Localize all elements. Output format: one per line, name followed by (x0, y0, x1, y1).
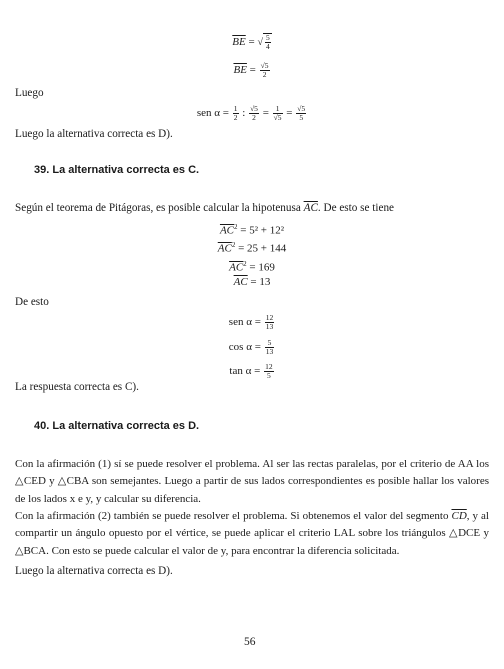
pythag-eq-3 (0, 257, 504, 275)
root-symbol: √ (257, 37, 263, 49)
segment-ac: $\overline{AC}$ (219, 224, 235, 237)
equals: = (246, 64, 259, 77)
fraction-num: √5 (297, 104, 306, 113)
fraction-den: 5 (266, 371, 271, 380)
intro-text-end: . De esto se tiene (317, 202, 395, 214)
fraction-den: 5 (299, 113, 304, 122)
fraction-num: 1 (273, 105, 283, 114)
trig-lhs: tan α = (229, 365, 264, 378)
fraction-den: √5 (273, 113, 282, 122)
trig-tan (0, 363, 504, 380)
answer-39: La respuesta correcta es C). (15, 381, 139, 393)
trig-lhs: sen α = (228, 316, 264, 329)
fraction-num: √5 (260, 61, 269, 70)
pythag-eq-1 (0, 220, 504, 238)
fraction-den: 2 (252, 113, 256, 122)
exponent: 2 (243, 260, 247, 268)
sen-lhs: sen α = (196, 107, 232, 120)
heading-40: 40. La alternativa correcta es D. (34, 420, 200, 432)
equals: = (283, 107, 296, 120)
colon: : (239, 107, 249, 120)
fraction-num: 5 (265, 33, 270, 42)
intro-39 (15, 201, 394, 215)
segment-be: $\overline{BE}$ (233, 64, 247, 77)
luego-text: Luego (15, 87, 44, 99)
p2-text-end: , y al compartir un ángulo opuesto por el vértice, se puede aplicar el criterio LAL sobre los triángulos △DCE y △BCA. Con esto se puede calcular el valor de y, para encontrar la diferencia solicitada. (15, 510, 489, 557)
trig-sen (0, 314, 504, 331)
heading-39: 39. La alternativa correcta es C. (34, 164, 200, 176)
equation-sen-alpha (0, 105, 504, 122)
fraction-num: 1 (233, 104, 238, 113)
equation-be-root (0, 33, 504, 51)
fraction-num: 5 (265, 339, 275, 348)
equals: = (259, 107, 272, 120)
eq-rhs: = 25 + 144 (235, 242, 287, 255)
fraction-num: 12 (265, 362, 273, 371)
fraction-den: 4 (265, 42, 270, 51)
segment-ac: $\overline{AC}$ (233, 276, 248, 288)
trig-cos (0, 339, 504, 356)
fraction-num: √5 (250, 104, 258, 113)
paragraph-40-2 (15, 508, 489, 560)
equals: = (245, 36, 258, 49)
equation-be-value (0, 62, 504, 79)
answer-38: Luego la alternativa correcta es D). (15, 128, 173, 140)
eq-rhs: = 169 (246, 261, 275, 274)
exponent: 2 (234, 223, 238, 231)
fraction-num: 12 (265, 313, 274, 322)
segment-cd: $\overline{CD}$ (451, 510, 467, 522)
de-esto-text: De esto (15, 296, 49, 308)
fraction-den: 2 (233, 113, 238, 122)
segment-ac: $\overline{AC}$ (303, 202, 318, 214)
page-number: 56 (244, 636, 256, 648)
segment-ac: $\overline{AC}$ (229, 261, 244, 274)
intro-text: Según el teorema de Pitágoras, es posible calcular la hipotenusa (15, 202, 304, 214)
fraction-den: 13 (265, 347, 274, 356)
fraction-den: 13 (265, 322, 274, 331)
trig-lhs: cos α = (228, 341, 264, 354)
answer-40: Luego la alternativa correcta es D). (15, 565, 173, 577)
segment-be: $\overline{BE}$ (232, 36, 246, 49)
radicand (263, 33, 272, 51)
pythag-eq-2 (0, 238, 504, 256)
eq-rhs: = 13 (247, 276, 271, 288)
exponent: 2 (231, 241, 236, 249)
pythag-eq-4 (0, 275, 504, 289)
segment-ac: $\overline{AC}$ (217, 242, 232, 255)
p2-text: Con la afirmación (2) también se puede resolver el problema. Si obtenemos el valor del segmento (15, 510, 452, 522)
paragraph-40-1: Con la afirmación (1) sí se puede resolver el problema. Al ser las rectas paralelas, por el criterio de AA los △CED y △CBA son semejantes. Luego a partir de sus lados correspondientes es posible hallar los valores de los lados x e y, y calcular su diferencia. (15, 458, 489, 505)
eq-rhs: = 5² + 12² (237, 224, 285, 237)
fraction-den: 2 (262, 70, 267, 79)
